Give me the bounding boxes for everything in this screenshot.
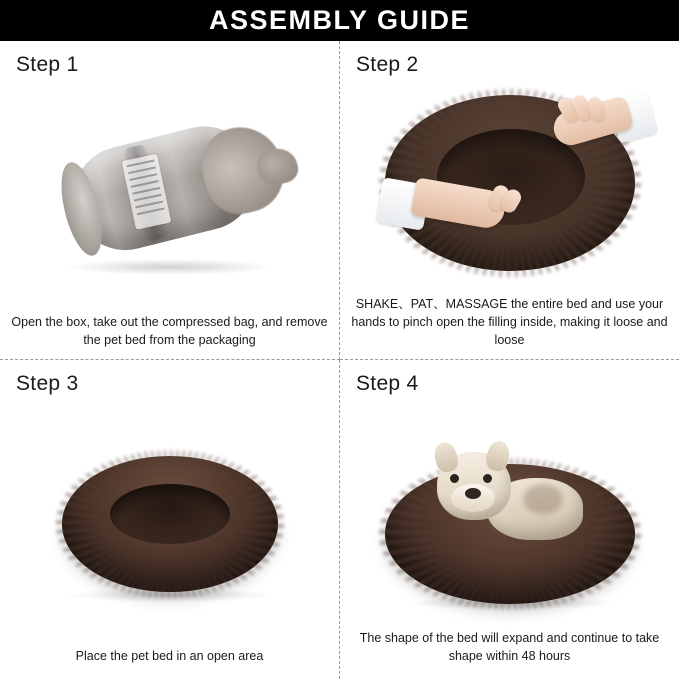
- step-3-caption: Place the pet bed in an open area: [75, 648, 264, 663]
- bed-inner: [110, 484, 230, 544]
- bed-shadow: [405, 596, 615, 610]
- page-title: ASSEMBLY GUIDE: [208, 5, 471, 35]
- step-card-4: [340, 360, 679, 679]
- dog-coat-patch: [523, 484, 563, 514]
- step-2-illustration-hands-fluffing-bed: [340, 81, 679, 296]
- step-1-label: Step 1: [16, 53, 79, 76]
- step-4-illustration-dog-in-bed: [340, 400, 679, 615]
- bed-shadow: [65, 588, 275, 602]
- dog-icon: [431, 444, 581, 552]
- step-2-caption: SHAKE、PAT、MASSAGE the entire bed and use your hands to pinch open the filling inside, making it loose and loose: [351, 296, 668, 347]
- step-4-caption: The shape of the bed will expand and continue to take shape within 48 hours: [359, 630, 660, 663]
- header-banner: [0, 0, 679, 41]
- pet-bed-icon: [385, 89, 635, 279]
- dog-eye-right: [483, 474, 492, 483]
- step-1-caption: Open the box, take out the compressed bag, and remove the pet bed from the packaging: [11, 314, 328, 347]
- step-3-label: Step 3: [16, 372, 79, 395]
- dog-nose: [465, 488, 481, 499]
- dog-ear-right: [484, 439, 512, 473]
- step-card-1: [0, 41, 340, 360]
- steps-grid: [0, 41, 679, 679]
- bag-shadow: [65, 259, 275, 275]
- dog-eye-left: [450, 474, 459, 483]
- step-4-label: Step 4: [356, 372, 419, 395]
- pet-bed-with-dog: [385, 444, 635, 604]
- step-card-3: [0, 360, 340, 679]
- step-2-label: Step 2: [356, 53, 419, 76]
- compressed-bag-icon: [51, 105, 289, 273]
- pet-bed-icon: [62, 456, 278, 592]
- step-1-illustration-compressed-bag: [0, 81, 339, 296]
- step-card-2: [340, 41, 679, 360]
- step-3-illustration-donut-bed: [0, 400, 339, 615]
